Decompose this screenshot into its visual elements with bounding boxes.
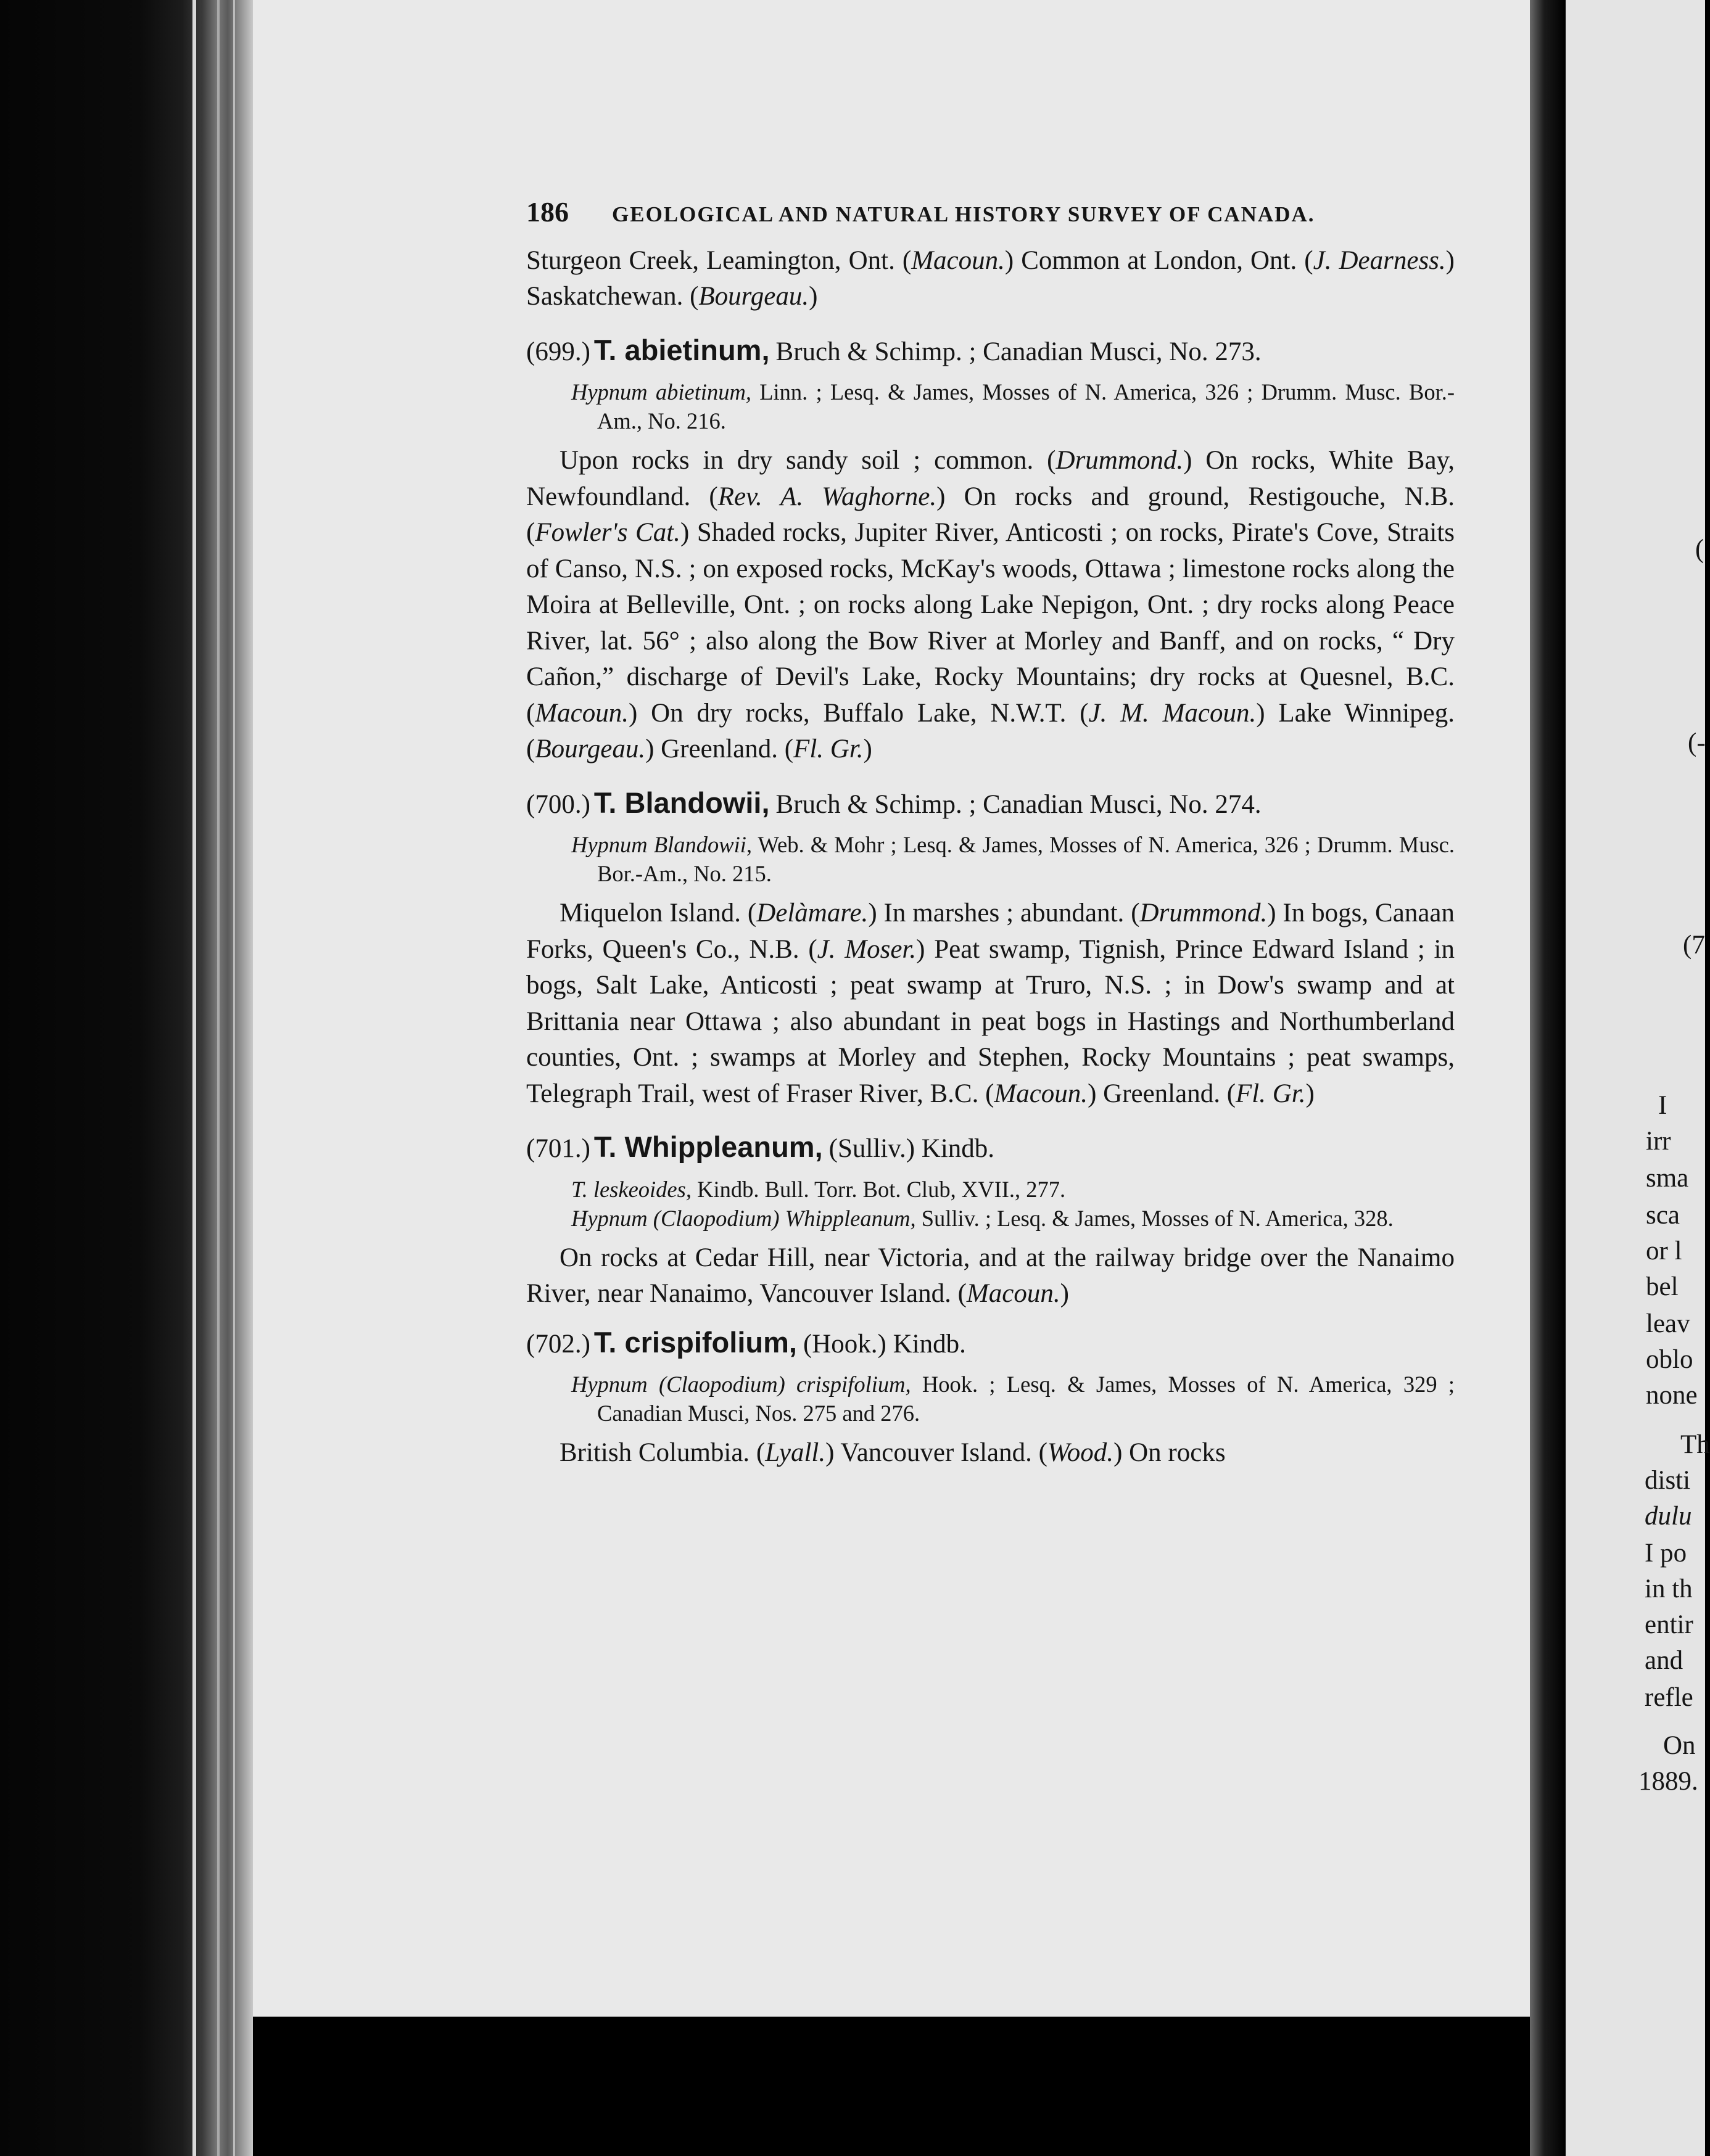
facing-page-fragment: On [1663, 1731, 1696, 1760]
species-authority: (Sulliv.) Kindb. [828, 1134, 995, 1163]
facing-page-fragment: sma [1646, 1164, 1689, 1193]
species-habitat-text: British Columbia. (Lyall.) Vancouver Island. (Wood.) On rocks [560, 1438, 1226, 1467]
synonymy: Hypnum abietinum, Linn. ; Lesq. & James, Mosses of N. America, 326 ; Drumm. Musc. Bor.-Am., No. 216. [571, 379, 1455, 434]
facing-page-fragment: in th [1645, 1574, 1693, 1603]
species-habitat-text: Upon rocks in dry sandy soil ; common. (Drummond.) On rocks, White Bay, Newfoundland. (Rev. A. Waghorne.) On rocks and ground, Restigouche, N.B. (Fowler's Cat.) Shaded rocks, Jupiter River, Anticosti ; on rocks, Pirate's Cove, Straits of Canso, N.S. ; on exposed rocks, McKay's woods, Ottawa ; limestone rocks along the Moira at Belleville, Ont. ; on rocks along Lake Nepigon, Ont. ; dry rocks along Peace River, lat. 56° ; also along the Bow River at Morley and Banff, and on rocks, “ Dry Cañon,” discharge of Devil's Lake, Rocky Mountains; dry rocks at Quesnel, B.C. (Macoun.) On dry rocks, Buffalo Lake, N.W.T. (J. M. Macoun.) Lake Winnipeg. (Bourgeau.) Greenland. (Fl. Gr.) [526, 446, 1455, 763]
page-text-column [526, 194, 1455, 1471]
species-name: T. abietinum, [593, 333, 770, 366]
facing-page-fragment: and [1645, 1646, 1683, 1675]
species-habitat-text: Miquelon Island. (Delàmare.) In marshes ; abundant. (Drummond.) In bogs, Canaan Forks, Queen's Co., N.B. (J. Moser.) Peat swamp, Tignish, Prince Edward Island ; in bogs, Salt Lake, Anticosti ; peat swamp at Truro, N.S. ; in Dow's swamp and at Brittania near Ottawa ; also abundant in peat bogs in Hastings and Northumberland counties, Ont. ; swamps at Morley and Stephen, Rocky Mountains ; peat swamps, Telegraph Trail, west of Fraser River, B.C. (Macoun.) Greenland. (Fl. Gr.) [526, 899, 1455, 1108]
facing-page-fragment: dulu [1645, 1502, 1692, 1531]
running-header [526, 194, 1455, 233]
page-edge-stripe [217, 0, 220, 2156]
facing-page [1566, 0, 1710, 2156]
species-habitat-text: On rocks at Cedar Hill, near Victoria, and at the railway bridge over the Nanaimo River, near Nanaimo, Vancouver Island. (Macoun.) [526, 1243, 1455, 1308]
facing-page-fragment: refle [1645, 1683, 1693, 1712]
synonymy: Hypnum (Claopodium) crispifolium, Hook. ; Lesq. & James, Mosses of N. America, 329 ; Canadian Musci, Nos. 275 and 276. [571, 1372, 1455, 1426]
facing-page-fragment: I [1658, 1091, 1667, 1120]
species-entry-heading: (701.) T. Whippleanum, (Sulliv.) Kindb. [526, 1130, 995, 1163]
facing-page-fragment: irr [1646, 1127, 1671, 1156]
facing-page-fragment: oblo [1646, 1345, 1693, 1374]
facing-page-fragment: entir [1645, 1610, 1693, 1639]
species-entry-heading: (702.) T. crispifolium, (Hook.) Kindb. [526, 1325, 966, 1359]
facing-page-fragment: leav [1646, 1309, 1690, 1338]
page-number: 186 [526, 196, 569, 228]
running-title: GEOLOGICAL AND NATURAL HISTORY SURVEY OF CANADA. [612, 202, 1315, 226]
facing-page-fragment: or l [1646, 1236, 1682, 1265]
species-entry-heading: (700.) T. Blandowii, Bruch & Schimp. ; Canadian Musci, No. 274. [526, 786, 1262, 819]
facing-page-fragment: disti [1645, 1466, 1691, 1495]
species-name: T. crispifolium, [593, 1325, 797, 1359]
synonymy: T. leskeoides, Kindb. Bull. Torr. Bot. Club, XVII., 277. Hypnum (Claopodium) Whippleanum, Sulliv. ; Lesq. & James, Mosses of N. America, 328. [571, 1176, 1394, 1231]
book-binding-edge [0, 0, 253, 2156]
facing-page-fragment: I po [1645, 1539, 1687, 1568]
species-authority: Bruch & Schimp. ; Canadian Musci, No. 274. [775, 789, 1262, 819]
facing-page-fragment: 1889. [1638, 1767, 1698, 1796]
species-name: T. Blandowii, [593, 786, 770, 819]
page-edge-stripe [233, 0, 235, 2156]
bottom-shadow [253, 2017, 1530, 2156]
facing-page-fragment: bel [1646, 1272, 1679, 1301]
facing-page-fragment: Th [1680, 1430, 1710, 1459]
page-edge-stripe [192, 0, 196, 2156]
species-authority: Bruch & Schimp. ; Canadian Musci, No. 273. [775, 337, 1262, 366]
intro-paragraph: Sturgeon Creek, Leamington, Ont. (Macoun.) Common at London, Ont. (J. Dearness.) Saskatchewan. (Bourgeau.) [526, 245, 1455, 311]
species-authority: (Hook.) Kindb. [803, 1329, 966, 1359]
facing-page-fragment: ( [1695, 535, 1704, 564]
facing-page-fragment: (7 [1683, 931, 1705, 960]
species-entry-heading: (699.) T. abietinum, Bruch & Schimp. ; Canadian Musci, No. 273. [526, 333, 1262, 366]
facing-page-fragment: none [1646, 1381, 1698, 1410]
synonymy: Hypnum Blandowii, Web. & Mohr ; Lesq. & James, Mosses of N. America, 326 ; Drumm. Musc. Bor.-Am., No. 215. [571, 832, 1455, 886]
facing-page-fragment: sca [1646, 1201, 1680, 1230]
facing-page-fragment: (- [1688, 728, 1706, 757]
species-name: T. Whippleanum, [593, 1130, 823, 1163]
book-gutter [1530, 0, 1566, 2156]
